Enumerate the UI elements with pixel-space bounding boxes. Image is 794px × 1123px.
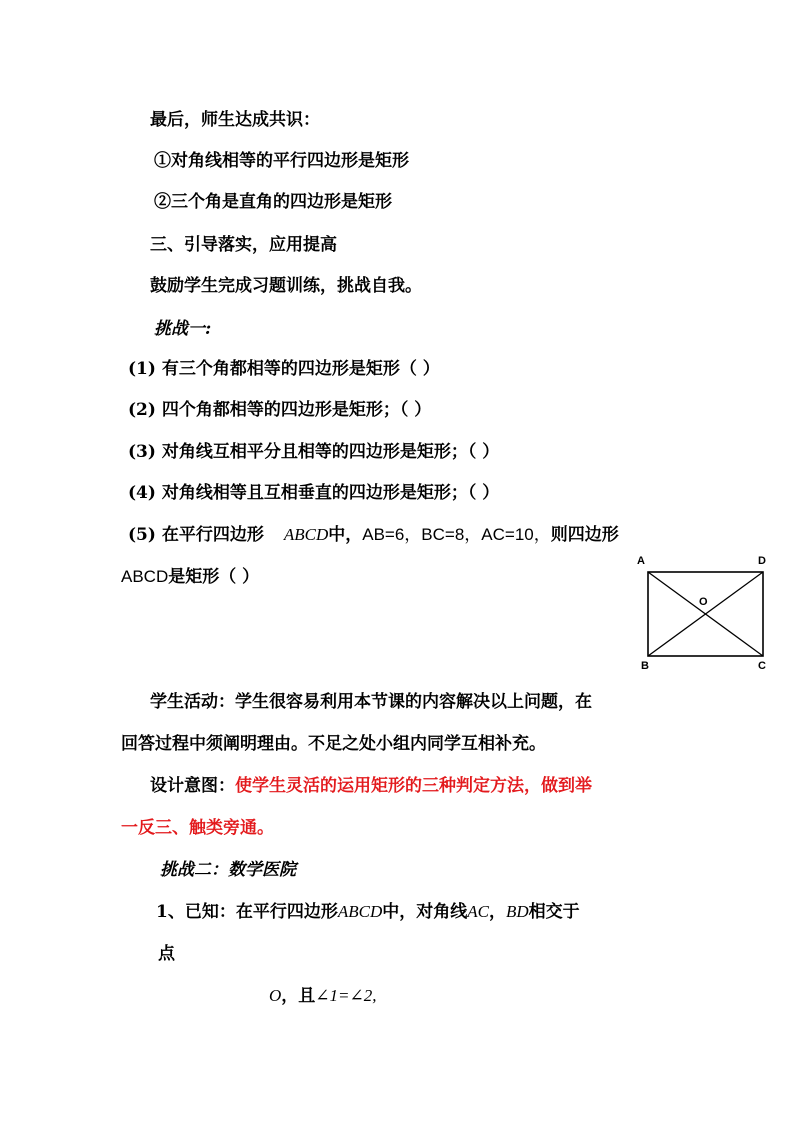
challenge-2-question-1-line-2: 点: [158, 944, 175, 964]
vertex-label-b: B: [641, 660, 649, 672]
vertex-label-c: C: [758, 660, 766, 672]
question-5-values: AB=6，BC=8，AC=10，: [362, 525, 551, 544]
design-intent-line-1: [150, 775, 592, 797]
question-5-line-1: [128, 524, 619, 546]
c2-q1-middle: 中，对角线: [382, 902, 468, 922]
question-4: (4) 对角线相等且互相垂直的四边形是矩形；（ ）: [128, 483, 500, 503]
consensus-item-2: ②三个角是直角的四边形是矩形: [154, 192, 392, 212]
design-intent-text-1: 使学生灵活的运用矩形的三种判定方法，做到举: [235, 776, 592, 796]
center-label-o: O: [699, 596, 708, 608]
question-3: (3) 对角线互相平分且相等的四边形是矩形；（ ）: [128, 442, 500, 462]
student-activity-line-1: 学生活动：学生很容易利用本节课的内容解决以上问题，在: [150, 692, 592, 712]
design-intent-line-2: 一反三、触类旁通。: [121, 818, 274, 838]
challenge-1-title: 挑战一:: [154, 319, 212, 339]
encourage-text: 鼓励学生完成习题训练，挑战自我。: [150, 276, 422, 296]
question-5-rest: 是矩形（ ）: [168, 567, 260, 587]
question-5-prefix: (5) 在平行四边形: [128, 525, 264, 545]
vertex-label-a: A: [637, 555, 645, 567]
question-1: (1) 有三个角都相等的四边形是矩形（ ）: [128, 359, 440, 379]
student-activity-line-2: 回答过程中须阐明理由。不足之处小组内同学互相补充。: [121, 734, 546, 754]
question-5-abcd-2: ABCD: [121, 567, 169, 586]
c2-q1-prefix: 1、已知：在平行四边形: [156, 902, 338, 922]
c2-q1-abcd: ABCD: [337, 902, 383, 921]
question-2: (2) 四个角都相等的四边形是矩形；（ ）: [128, 400, 432, 420]
vertex-label-d: D: [758, 555, 766, 567]
question-5-line-2: [121, 566, 259, 588]
c2-and: ，且: [281, 986, 316, 1006]
question-5-suffix: 则四边形: [550, 525, 619, 545]
question-5-middle: 中，: [328, 525, 363, 545]
c2-point-o: O: [269, 986, 282, 1005]
challenge-2-question-1-line-3: [269, 985, 377, 1007]
question-5-abcd: ABCD: [283, 525, 329, 544]
challenge-2-question-1: [156, 901, 580, 923]
c2-q1-ac: AC: [467, 902, 489, 921]
consensus-item-1: ①对角线相等的平行四边形是矩形: [154, 151, 409, 171]
rectangle-diagram: [630, 548, 780, 672]
c2-q1-comma: ，: [488, 902, 506, 922]
challenge-2-title: 挑战二：数学医院: [160, 860, 296, 880]
design-intent-label: 设计意图：: [150, 776, 235, 796]
c2-q1-suffix: 相交于: [528, 902, 580, 922]
section-heading: 三、引导落实，应用提高: [150, 235, 337, 255]
c2-angle-equation: ∠1=∠2,: [315, 986, 377, 1005]
c2-q1-bd: BD: [505, 902, 529, 921]
consensus-intro: 最后，师生达成共识：: [150, 110, 320, 130]
